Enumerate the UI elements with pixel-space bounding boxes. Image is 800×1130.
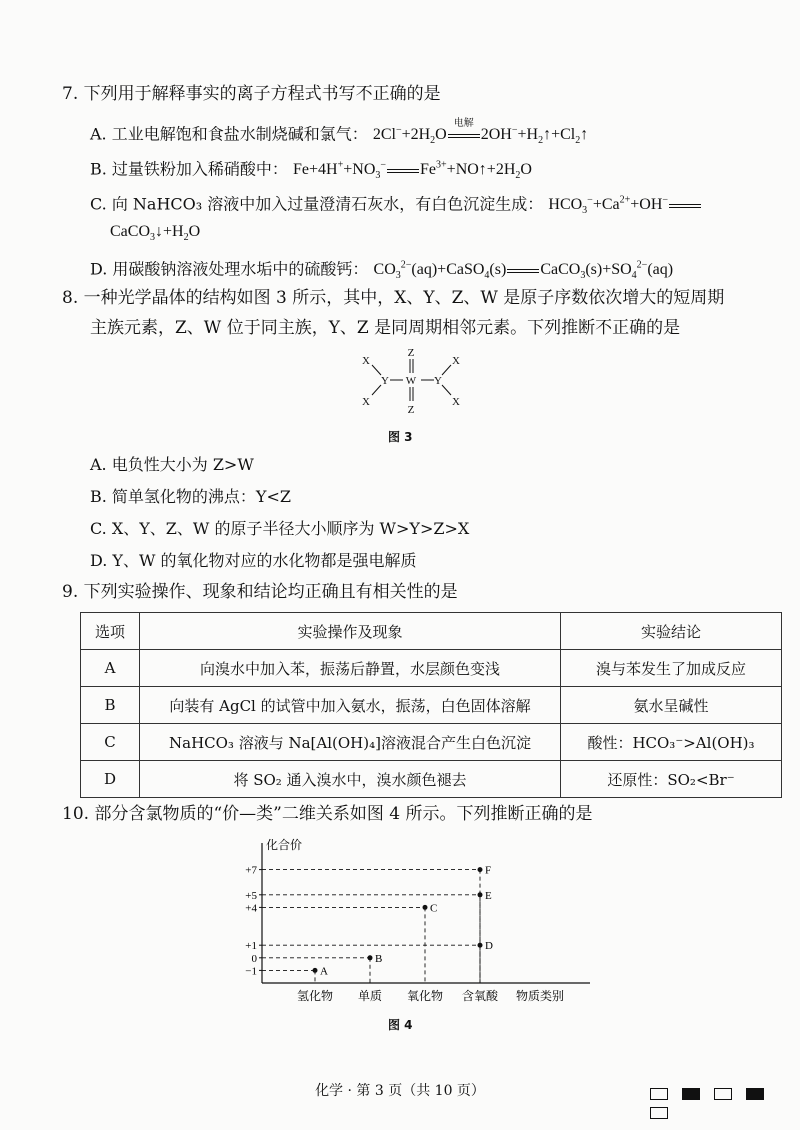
atom-x-lower-right: X (452, 396, 460, 408)
point-f (478, 867, 483, 872)
row-conclusion: 氨水呈碱性 (561, 687, 782, 724)
y-tick-label: +5 (245, 889, 257, 902)
x-category-label: 含氧酸 (461, 989, 499, 1003)
table-header-row (81, 613, 782, 650)
q8-stem-line1: 8. 一种光学晶体的结构如图 3 所示，其中，X、Y、Z、W 是原子序数依次增大的短周期 (62, 288, 725, 308)
page-mark (746, 1088, 764, 1100)
atom-x-lower-left: X (362, 396, 370, 408)
q7-option-d-label: D. 用碳酸钠溶液处理水垢中的硫酸钙： (90, 259, 369, 279)
atom-x-upper-left: X (362, 355, 370, 367)
q9-stem: 9. 下列实验操作、现象和结论均正确且有相关性的是 (62, 582, 458, 602)
row-operation: NaHCO₃ 溶液与 Na[Al(OH)₄]溶液混合产生白色沉淀 (140, 724, 561, 761)
q7-option-b-equation: $Fe+4H^++NO_3^-$ $Fe^{3+}+NO↑+2H_2O$ (293, 160, 532, 182)
row-operation: 向溴水中加入苯，振荡后静置，水层颜色变浅 (140, 650, 561, 687)
q7-option-c-equation-part2: $CaCO_3↓+H_2O$ (110, 223, 201, 244)
x-category-label: 单质 (357, 989, 383, 1003)
y-tick-label: −1 (245, 965, 257, 978)
row-operation: 向装有 AgCl 的试管中加入氨水，振荡，白色固体溶解 (140, 687, 561, 724)
page-mark (682, 1088, 700, 1100)
x-category-label: 氧化物 (406, 989, 444, 1003)
q7-option-b (90, 153, 532, 190)
page-mark (650, 1088, 668, 1100)
row-option: B (81, 687, 140, 724)
electrolysis-condition: 电解 (453, 118, 474, 130)
q7-stem: 7. 下列用于解释事实的离子方程式书写不正确的是 (62, 84, 441, 104)
header-operation: 实验操作及现象 (140, 613, 561, 650)
q7-option-c-label: C. 向 NaHCO₃ 溶液中加入过量澄清石灰水，有白色沉淀生成： (90, 194, 544, 214)
page-mark (714, 1088, 732, 1100)
table-row (81, 761, 782, 798)
header-option: 选项 (81, 613, 140, 650)
point-b (368, 955, 373, 960)
point-label: E (485, 889, 492, 902)
page-footer: 化学 · 第 3 页（共 10 页） (315, 1083, 485, 1099)
point-label: C (430, 902, 438, 915)
q7-option-d-equation: $CO_3^{2-}(aq)+CaSO_4(s)$ $CaCO_3(s)+SO_4^{2-}(aq)$ (373, 260, 674, 282)
q7-option-a-label: A. 工业电解饱和食盐水制烧碱和氯气： (90, 124, 368, 144)
q10-stem: 10. 部分含氯物质的“价—类”二维关系如图 4 所示。下列推断正确的是 (62, 804, 593, 824)
row-option: C (81, 724, 140, 761)
point-label: A (320, 965, 328, 978)
page-marks (650, 1083, 800, 1121)
point-label: B (375, 952, 383, 965)
atom-y-right: Y (434, 375, 442, 387)
point-c (423, 905, 428, 910)
atom-y-left: Y (381, 375, 389, 387)
table-row (81, 650, 782, 687)
point-a (313, 968, 318, 973)
q8-option-d: D. Y、W 的氧化物对应的水化物都是强电解质 (90, 551, 417, 570)
q8-option-a: A. 电负性大小为 Z>W (90, 455, 254, 474)
y-tick-label: +1 (245, 940, 257, 953)
x-axis-label: 物质类别 (515, 989, 565, 1003)
q8-option-c: C. X、Y、Z、W 的原子半径大小顺序为 W>Y>Z>X (90, 519, 470, 538)
figure-4-caption: 图 4 (388, 1018, 413, 1032)
q7-option-b-label: B. 过量铁粉加入稀硝酸中： (90, 159, 288, 179)
table-row (81, 724, 782, 761)
atom-w: W (405, 375, 417, 387)
row-option: A (81, 650, 140, 687)
q7-option-a-equation: $2Cl^-+2H_2O$ 电解 $2OH^-+H_2↑+Cl_2↑$ (373, 126, 588, 143)
atom-z-top: Z (407, 347, 415, 359)
row-conclusion: 酸性：HCO₃⁻>Al(OH)₃ (561, 724, 782, 761)
experiment-table (80, 612, 782, 798)
row-conclusion: 还原性：SO₂<Br⁻ (561, 761, 782, 798)
row-conclusion: 溴与苯发生了加成反应 (561, 650, 782, 687)
y-tick-label: +7 (245, 864, 257, 877)
atom-x-upper-right: X (452, 355, 460, 367)
y-tick-label: 0 (251, 952, 257, 965)
atom-z-bottom: Z (407, 404, 415, 416)
q7-option-c-equation-part1: $HCO_3^-+Ca^{2+}+OH^-$ (548, 196, 702, 213)
point-label: D (485, 940, 493, 953)
header-conclusion: 实验结论 (561, 613, 782, 650)
x-category-label: 氢化物 (296, 989, 334, 1003)
y-tick-label: +4 (245, 902, 257, 915)
row-operation: 将 SO₂ 通入溴水中，溴水颜色褪去 (140, 761, 561, 798)
q7-option-a (90, 118, 588, 155)
page-mark (650, 1107, 668, 1119)
q8-stem-line2: 主族元素，Z、W 位于同主族，Y、Z 是同周期相邻元素。下列推断不正确的是 (90, 318, 681, 338)
figure-3-structure (350, 345, 470, 417)
point-label: F (485, 864, 492, 877)
q8-option-b: B. 简单氢化物的沸点：Y<Z (90, 487, 292, 506)
y-axis-label: 化合价 (266, 838, 303, 852)
table-row (81, 687, 782, 724)
row-option: D (81, 761, 140, 798)
figure-4-chart (230, 835, 610, 1015)
figure-3-caption: 图 3 (388, 430, 413, 444)
